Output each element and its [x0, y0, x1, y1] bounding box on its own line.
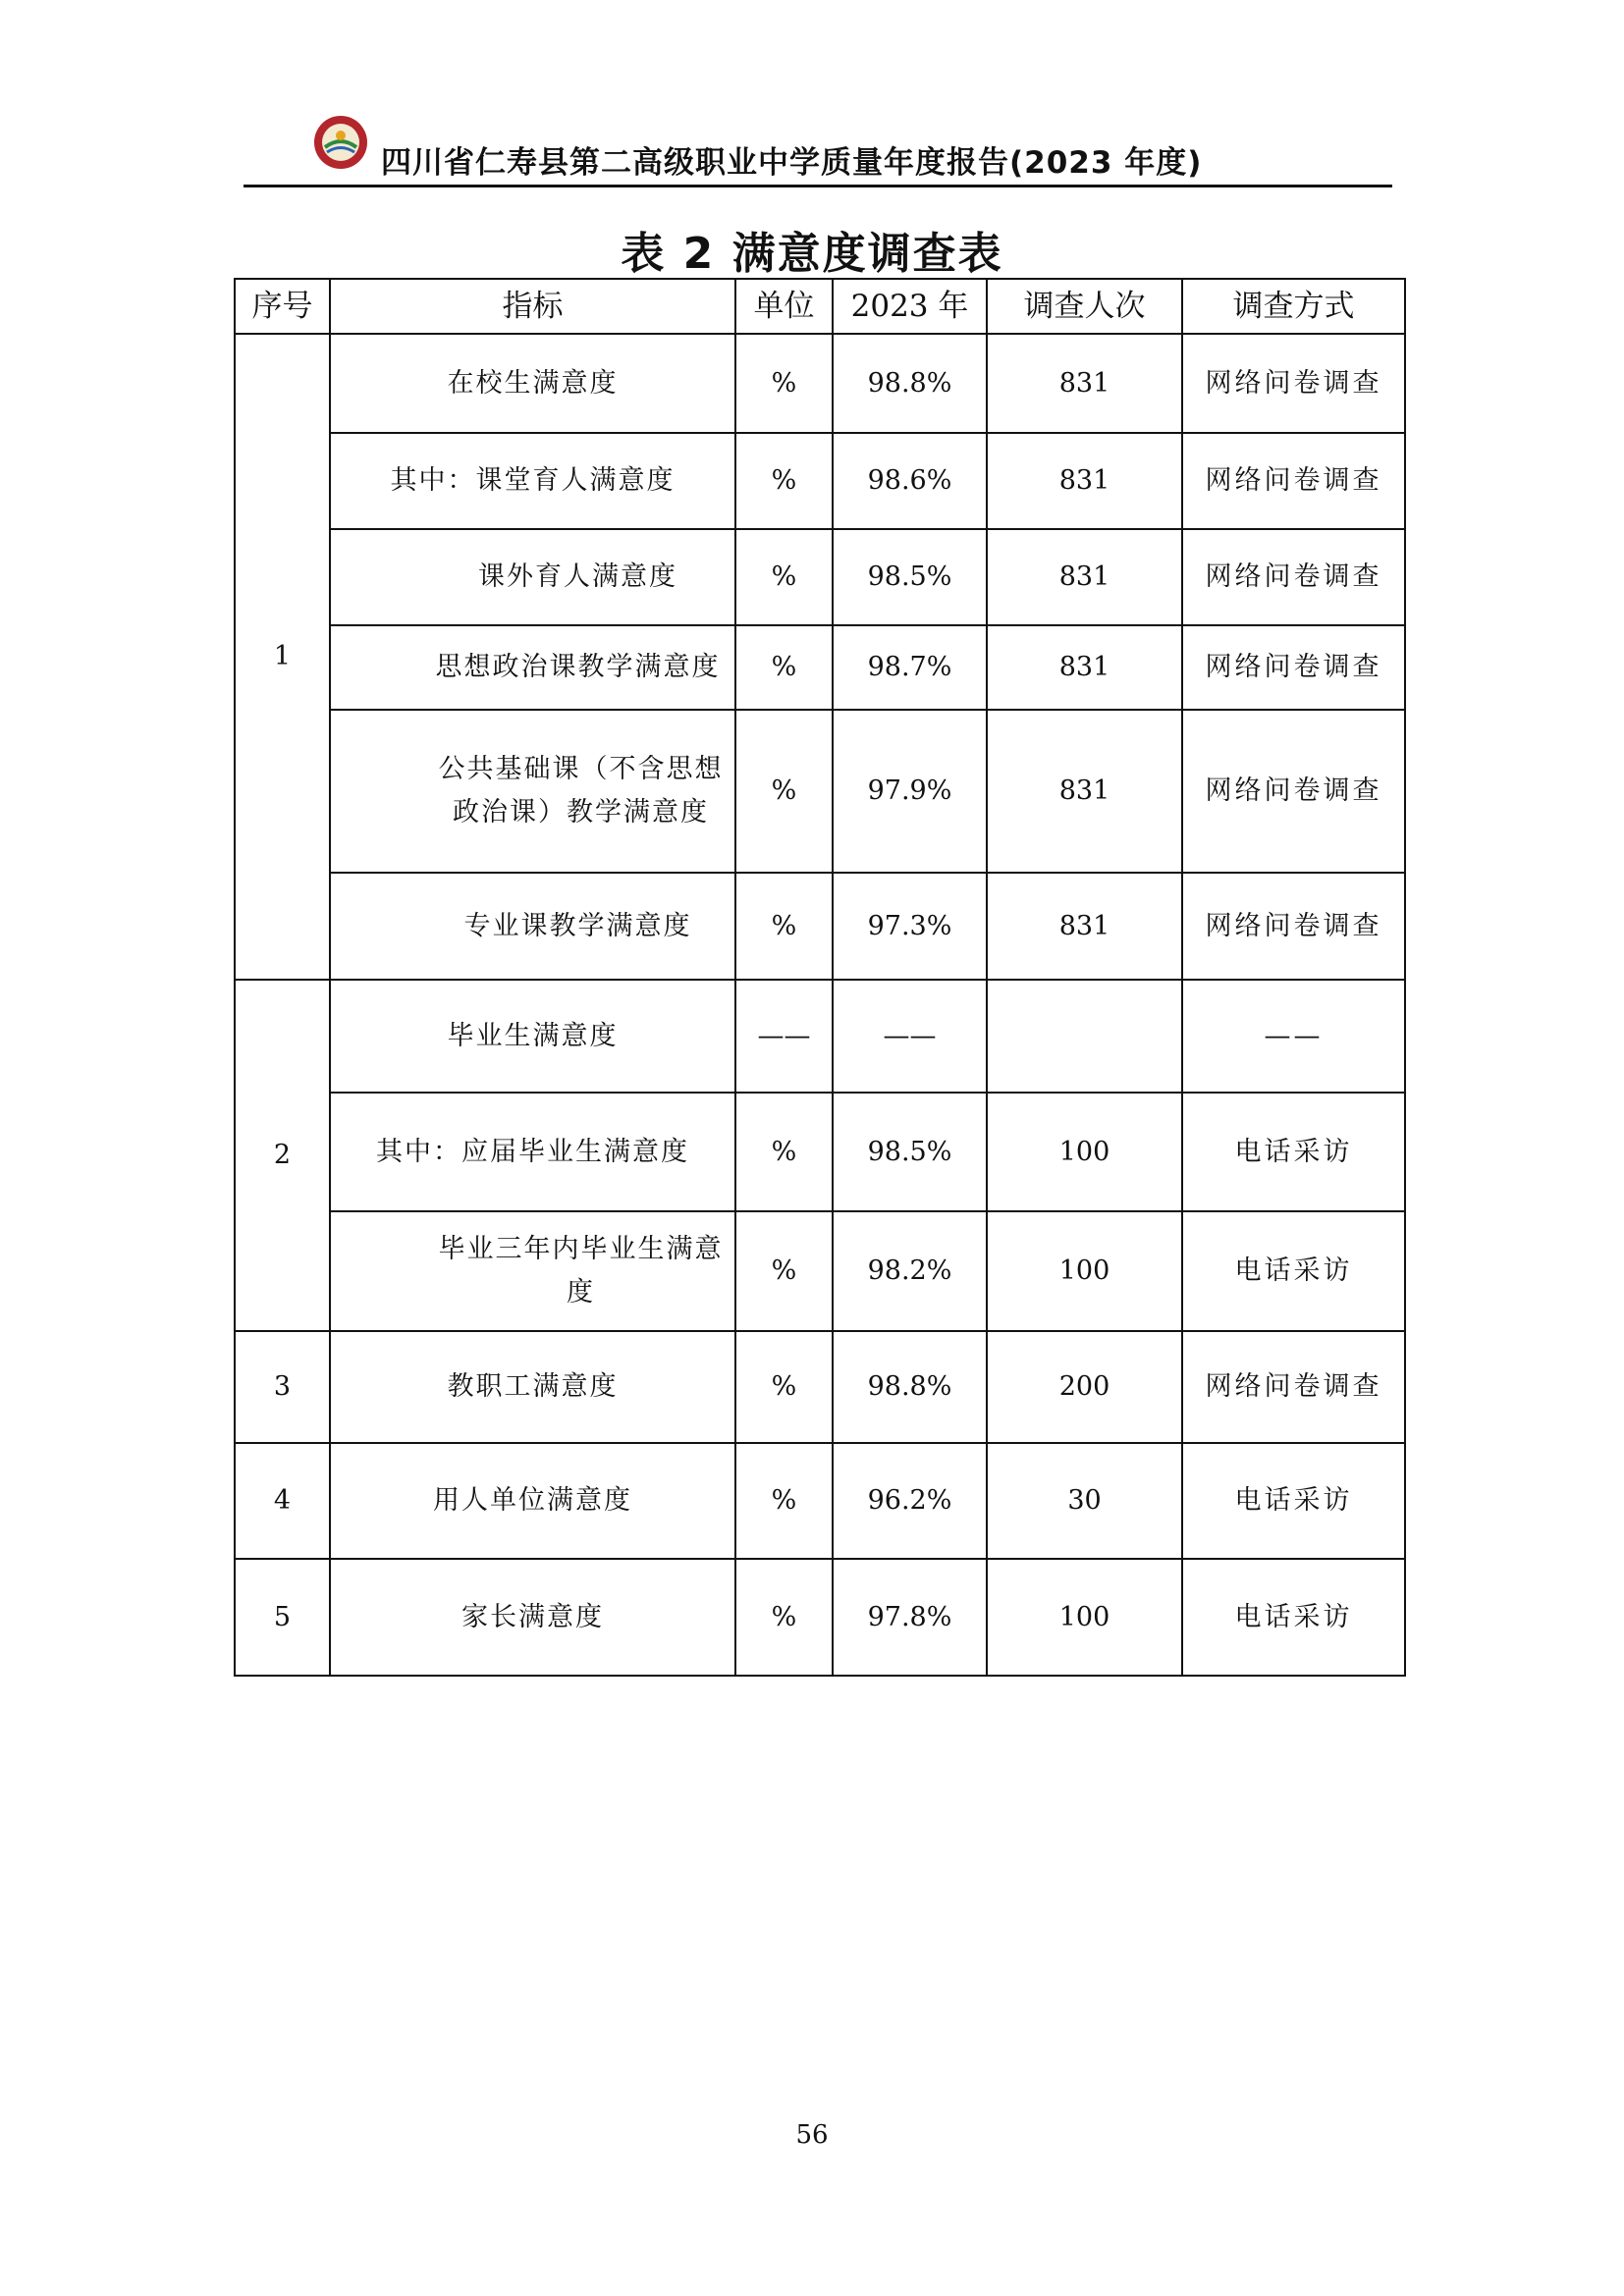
table-row	[235, 980, 1405, 1093]
table-row	[235, 433, 1405, 529]
report-header-title: 四川省仁寿县第二高级职业中学质量年度报告(2023 年度)	[381, 145, 1203, 181]
table-row	[235, 529, 1405, 625]
method-cell: 电话采访	[1182, 1211, 1405, 1331]
row-index: 2	[235, 980, 330, 1331]
table-row	[235, 1559, 1405, 1676]
unit-cell: %	[735, 1443, 833, 1559]
value-cell: 96.2%	[833, 1443, 987, 1559]
column-header: 2023 年	[833, 279, 987, 334]
value-cell: 98.5%	[833, 1093, 987, 1211]
value-cell: 98.5%	[833, 529, 987, 625]
indicator-text: 毕业三年内毕业生满意度	[438, 1234, 724, 1308]
indicator-cell	[330, 873, 735, 980]
count-cell	[987, 980, 1182, 1093]
header-divider	[244, 185, 1392, 187]
value-cell: 97.8%	[833, 1559, 987, 1676]
indicator-cell: 教职工满意度	[330, 1331, 735, 1443]
page-header	[244, 110, 1392, 188]
method-cell: 电话采访	[1182, 1443, 1405, 1559]
method-cell: 电话采访	[1182, 1559, 1405, 1676]
unit-cell: %	[735, 1559, 833, 1676]
method-cell: 网络问卷调查	[1182, 625, 1405, 710]
value-cell: ——	[833, 980, 987, 1093]
indicator-cell: 毕业生满意度	[330, 980, 735, 1093]
count-cell: 831	[987, 529, 1182, 625]
method-cell: 网络问卷调查	[1182, 334, 1405, 433]
unit-cell: %	[735, 529, 833, 625]
satisfaction-table	[234, 278, 1406, 1677]
method-cell: 网络问卷调查	[1182, 710, 1405, 873]
table-row	[235, 873, 1405, 980]
unit-cell: %	[735, 1331, 833, 1443]
count-cell: 30	[987, 1443, 1182, 1559]
method-cell: 网络问卷调查	[1182, 873, 1405, 980]
row-index: 5	[235, 1559, 330, 1676]
indicator-cell: 其中：应届毕业生满意度	[330, 1093, 735, 1211]
indicator-cell	[330, 710, 735, 873]
count-cell: 200	[987, 1331, 1182, 1443]
row-index: 3	[235, 1331, 330, 1443]
indicator-cell: 家长满意度	[330, 1559, 735, 1676]
column-header: 单位	[735, 279, 833, 334]
unit-cell: %	[735, 710, 833, 873]
indicator-cell: 在校生满意度	[330, 334, 735, 433]
indicator-text: 专业课教学满意度	[463, 910, 692, 941]
row-index: 4	[235, 1443, 330, 1559]
value-cell: 97.3%	[833, 873, 987, 980]
unit-cell: %	[735, 433, 833, 529]
table-row	[235, 1443, 1405, 1559]
indicator-cell: 用人单位满意度	[330, 1443, 735, 1559]
unit-cell: %	[735, 334, 833, 433]
school-logo-icon	[312, 114, 369, 171]
unit-cell: %	[735, 1093, 833, 1211]
indicator-cell	[330, 529, 735, 625]
count-cell: 100	[987, 1211, 1182, 1331]
method-cell: 网络问卷调查	[1182, 1331, 1405, 1443]
indicator-cell: 其中：课堂育人满意度	[330, 433, 735, 529]
table-row	[235, 710, 1405, 873]
count-cell: 831	[987, 334, 1182, 433]
method-cell: 网络问卷调查	[1182, 529, 1405, 625]
value-cell: 98.7%	[833, 625, 987, 710]
table-row	[235, 1093, 1405, 1211]
count-cell: 831	[987, 625, 1182, 710]
value-cell: 98.8%	[833, 334, 987, 433]
indicator-text: 课外育人满意度	[478, 561, 677, 592]
value-cell: 98.2%	[833, 1211, 987, 1331]
column-header: 调查方式	[1182, 279, 1405, 334]
count-cell: 100	[987, 1559, 1182, 1676]
table-header-row	[235, 279, 1405, 334]
column-header: 指标	[330, 279, 735, 334]
table-row	[235, 625, 1405, 710]
method-cell: ——	[1182, 980, 1405, 1093]
value-cell: 98.8%	[833, 1331, 987, 1443]
value-cell: 98.6%	[833, 433, 987, 529]
column-header: 调查人次	[987, 279, 1182, 334]
indicator-cell	[330, 1211, 735, 1331]
count-cell: 831	[987, 433, 1182, 529]
count-cell: 831	[987, 873, 1182, 980]
unit-cell: %	[735, 1211, 833, 1331]
method-cell: 网络问卷调查	[1182, 433, 1405, 529]
column-header: 序号	[235, 279, 330, 334]
indicator-text: 公共基础课（不含思想政治课）教学满意度	[438, 754, 724, 828]
count-cell: 831	[987, 710, 1182, 873]
indicator-text: 思想政治课教学满意度	[435, 652, 721, 682]
row-index: 1	[235, 334, 330, 980]
table-title: 表 2 满意度调查表	[621, 229, 1003, 279]
page-number: 56	[795, 2120, 829, 2150]
indicator-cell	[330, 625, 735, 710]
count-cell: 100	[987, 1093, 1182, 1211]
unit-cell: %	[735, 873, 833, 980]
method-cell: 电话采访	[1182, 1093, 1405, 1211]
table-row	[235, 334, 1405, 433]
value-cell: 97.9%	[833, 710, 987, 873]
unit-cell: ——	[735, 980, 833, 1093]
unit-cell: %	[735, 625, 833, 710]
table-row	[235, 1211, 1405, 1331]
table-row	[235, 1331, 1405, 1443]
